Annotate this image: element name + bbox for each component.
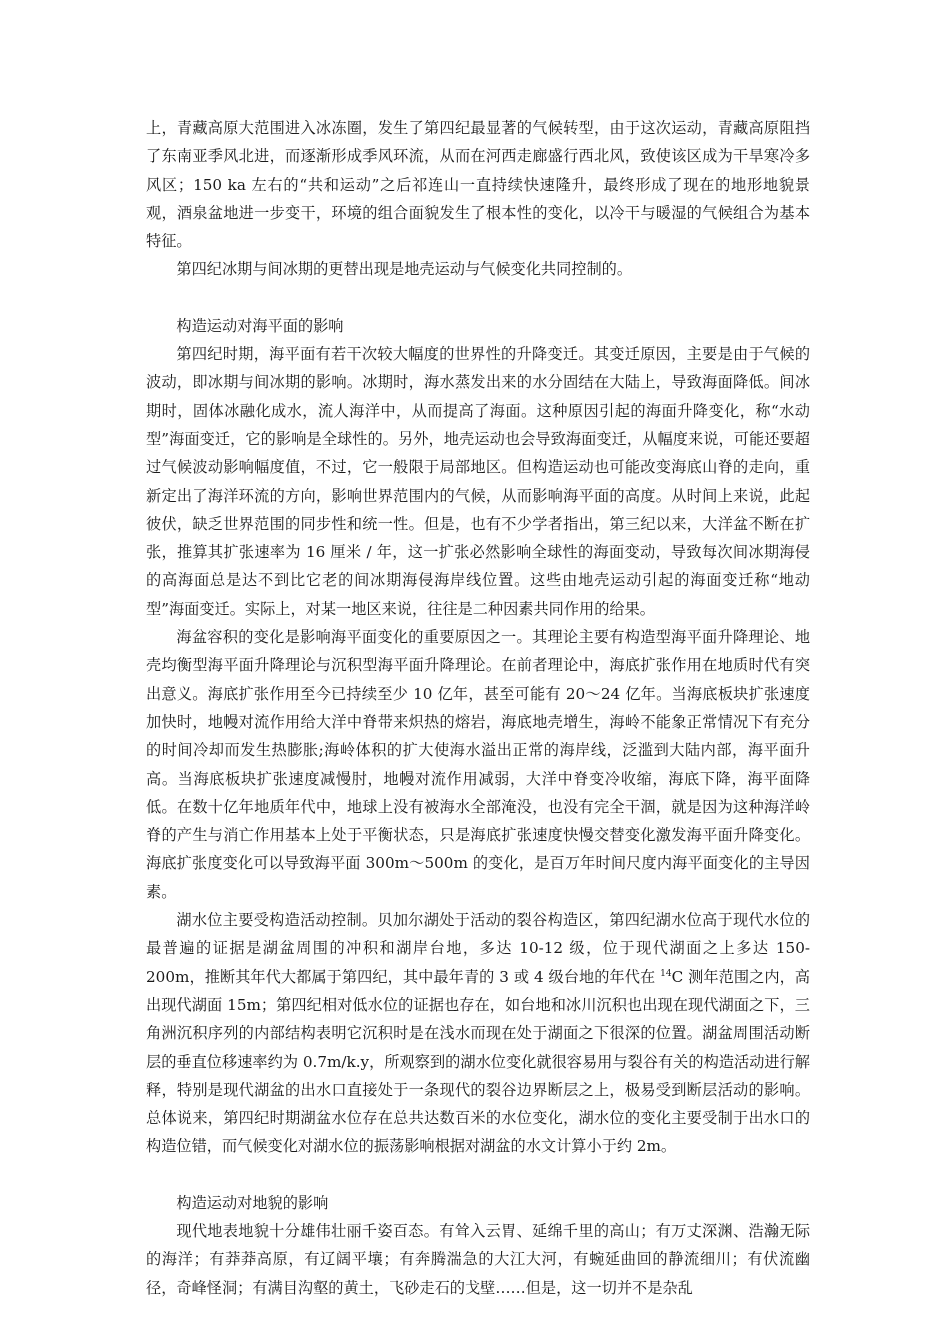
paragraph-sea-level-change: 第四纪时期，海平面有若干次较大幅度的世界性的升降变迁。其变迁原因，主要是由于气候的波动，即冰期与间冰期的影响。冰期时，海水蒸发出来的水分固结在大陆上，导致海面降低。间冰期时，固体冰融化成水，流人海洋中，从而提高了海面。这种原因引起的海面升降变化，称“水动型”海面变迁，它的影响是全球性的。另外，地壳运动也会导致海面变迁，从幅度来说，可能还要超过气候波动影响幅度值，不过，它一般限于局部地区。但构造运动也可能改变海底山脊的走向，重新定出了海洋环流的方向，影响世界范围内的气候，从而影响海平面的高度。从时间上来说，此起彼伏，缺乏世界范围的同步性和统一性。但是，也有不少学者指出，第三纪以来，大洋盆不断在扩张，推算其扩张速率为 16 厘米 / 年，这一扩张必然影响全球性的海面变动，导致每次间冰期海侵的高海面总是达不到比它老的间冰期海侵海岸线位置。这些由地壳运动引起的海面变迁称“地动型”海面变迁。实际上，对某一地区来说，往往是二种因素共同作用的给果。 [146,345,810,618]
lake-text-part-2: C 测年范围之内，高出现代湖面 15m；第四纪相对低水位的证据也存在，如台地和冰川沉积也出现在现代湖面之下，三角洲沉积序列的内部结构表明它沉积时是在浅水而现在处于湖面之下很深的位置。湖盆周围活动断层的垂直位移速率约为 0.7m/k.y，所观察到的湖水位变化就很容易用与裂谷有关的构造活动进行解释，特别是现代湖盆的出水口直接处于一条现代的裂谷边界断层之上，极易受到断层活动的影响。总体说来，第四纪时期湖盆水位存在总共达数百米的水位变化，湖水位的变化主要受制于出水口的构造位错，而气候变化对湖水位的振荡影响根据对湖盆的水文计算小于约 2m。 [146,967,810,1156]
section-heading-landform: 构造运动对地貌的影响 [176,1193,329,1212]
spacer [146,284,810,312]
isotope-superscript: 14 [660,968,672,979]
paragraph-basin-volume: 海盆容积的变化是影响海平面变化的重要原因之一。其理论主要有构造型海平面升降理论、地壳均衡型海平面升降理论与沉积型海平面升降理论。在前者理论中，海底扩张作用在地质时代有突出意义。海底扩张作用至今已持续至少 10 亿年，甚至可能有 20～24 亿年。当海底板块扩张速度加快时，地幔对流作用给大洋中脊带来炽热的熔岩，海底地壳增生，海岭不能象正常情况下有充分的时间冷却而发生热膨胀;海岭体积的扩大使海水溢出正常的海岸线，泛滥到大陆内部，海平面升高。当海底板块扩张速度减慢肘，地幔对流作用减弱，大洋中脊变冷收缩，海底下降，海平面降低。在数十亿年地质年代中，地球上没有被海水全部淹没，也没有完全干涸，就是因为这种海洋岭脊的产生与消亡作用基本上处于平衡状态，只是海底扩张速度快慢交替变化激发海平面升降变化。海底扩张度变化可以导致海平面 300m～500m 的变化，是百万年时间尺度内海平面变化的主导因素。 [146,628,810,901]
paragraph-continued: 上，青藏高原大范围进入冰冻圈，发生了第四纪最显著的气候转型，由于这次运动，青藏高原阻挡了东南亚季风北进，而逐渐形成季风环流，从而在河西走廊盛行西北风，致使该区成为干旱寒冷多风区；150 ka 左右的“共和运动”之后祁连山一直持续快速隆升，最终形成了现在的地形地貌景观，酒泉盆地进一步变干，环境的组合面貌发生了根本性的变化，以冷干与暖湿的气候组合为基本特征。 [146,119,810,251]
lake-text-part-1: 湖水位主要受构造活动控制。贝加尔湖处于活动的裂谷构造区，第四纪湖水位高于现代水位的最普遍的证据是湖盆周围的冲积和湖岸台地，多达 10-12 级，位于现代湖面之上多达 150-200m，推断其年代大都属于第四纪，其中最年青的 3 或 4 级台地的年代在 [146,911,810,986]
spacer [146,1161,810,1189]
section-heading-sea-level: 构造运动对海平面的影响 [176,316,344,335]
paragraph-glacial-cycles: 第四纪冰期与间冰期的更替出现是地壳运动与气候变化共同控制的。 [176,260,633,279]
paragraph-lake-level [146,906,810,1161]
paragraph-landform: 现代地表地貌十分雄伟壮丽千姿百态。有耸入云胃、延绵千里的高山；有万丈深渊、浩瀚无际的海洋；有莽莽高原，有辽阔平壤；有奔腾湍急的大江大河，有蜿延曲回的静流细川；有伏流幽径，奇峰怪洞；有满目沟壑的黄土，飞砂走石的戈壁……但是，这一切并不是杂乱 [146,1221,810,1297]
document-page [146,114,810,1302]
